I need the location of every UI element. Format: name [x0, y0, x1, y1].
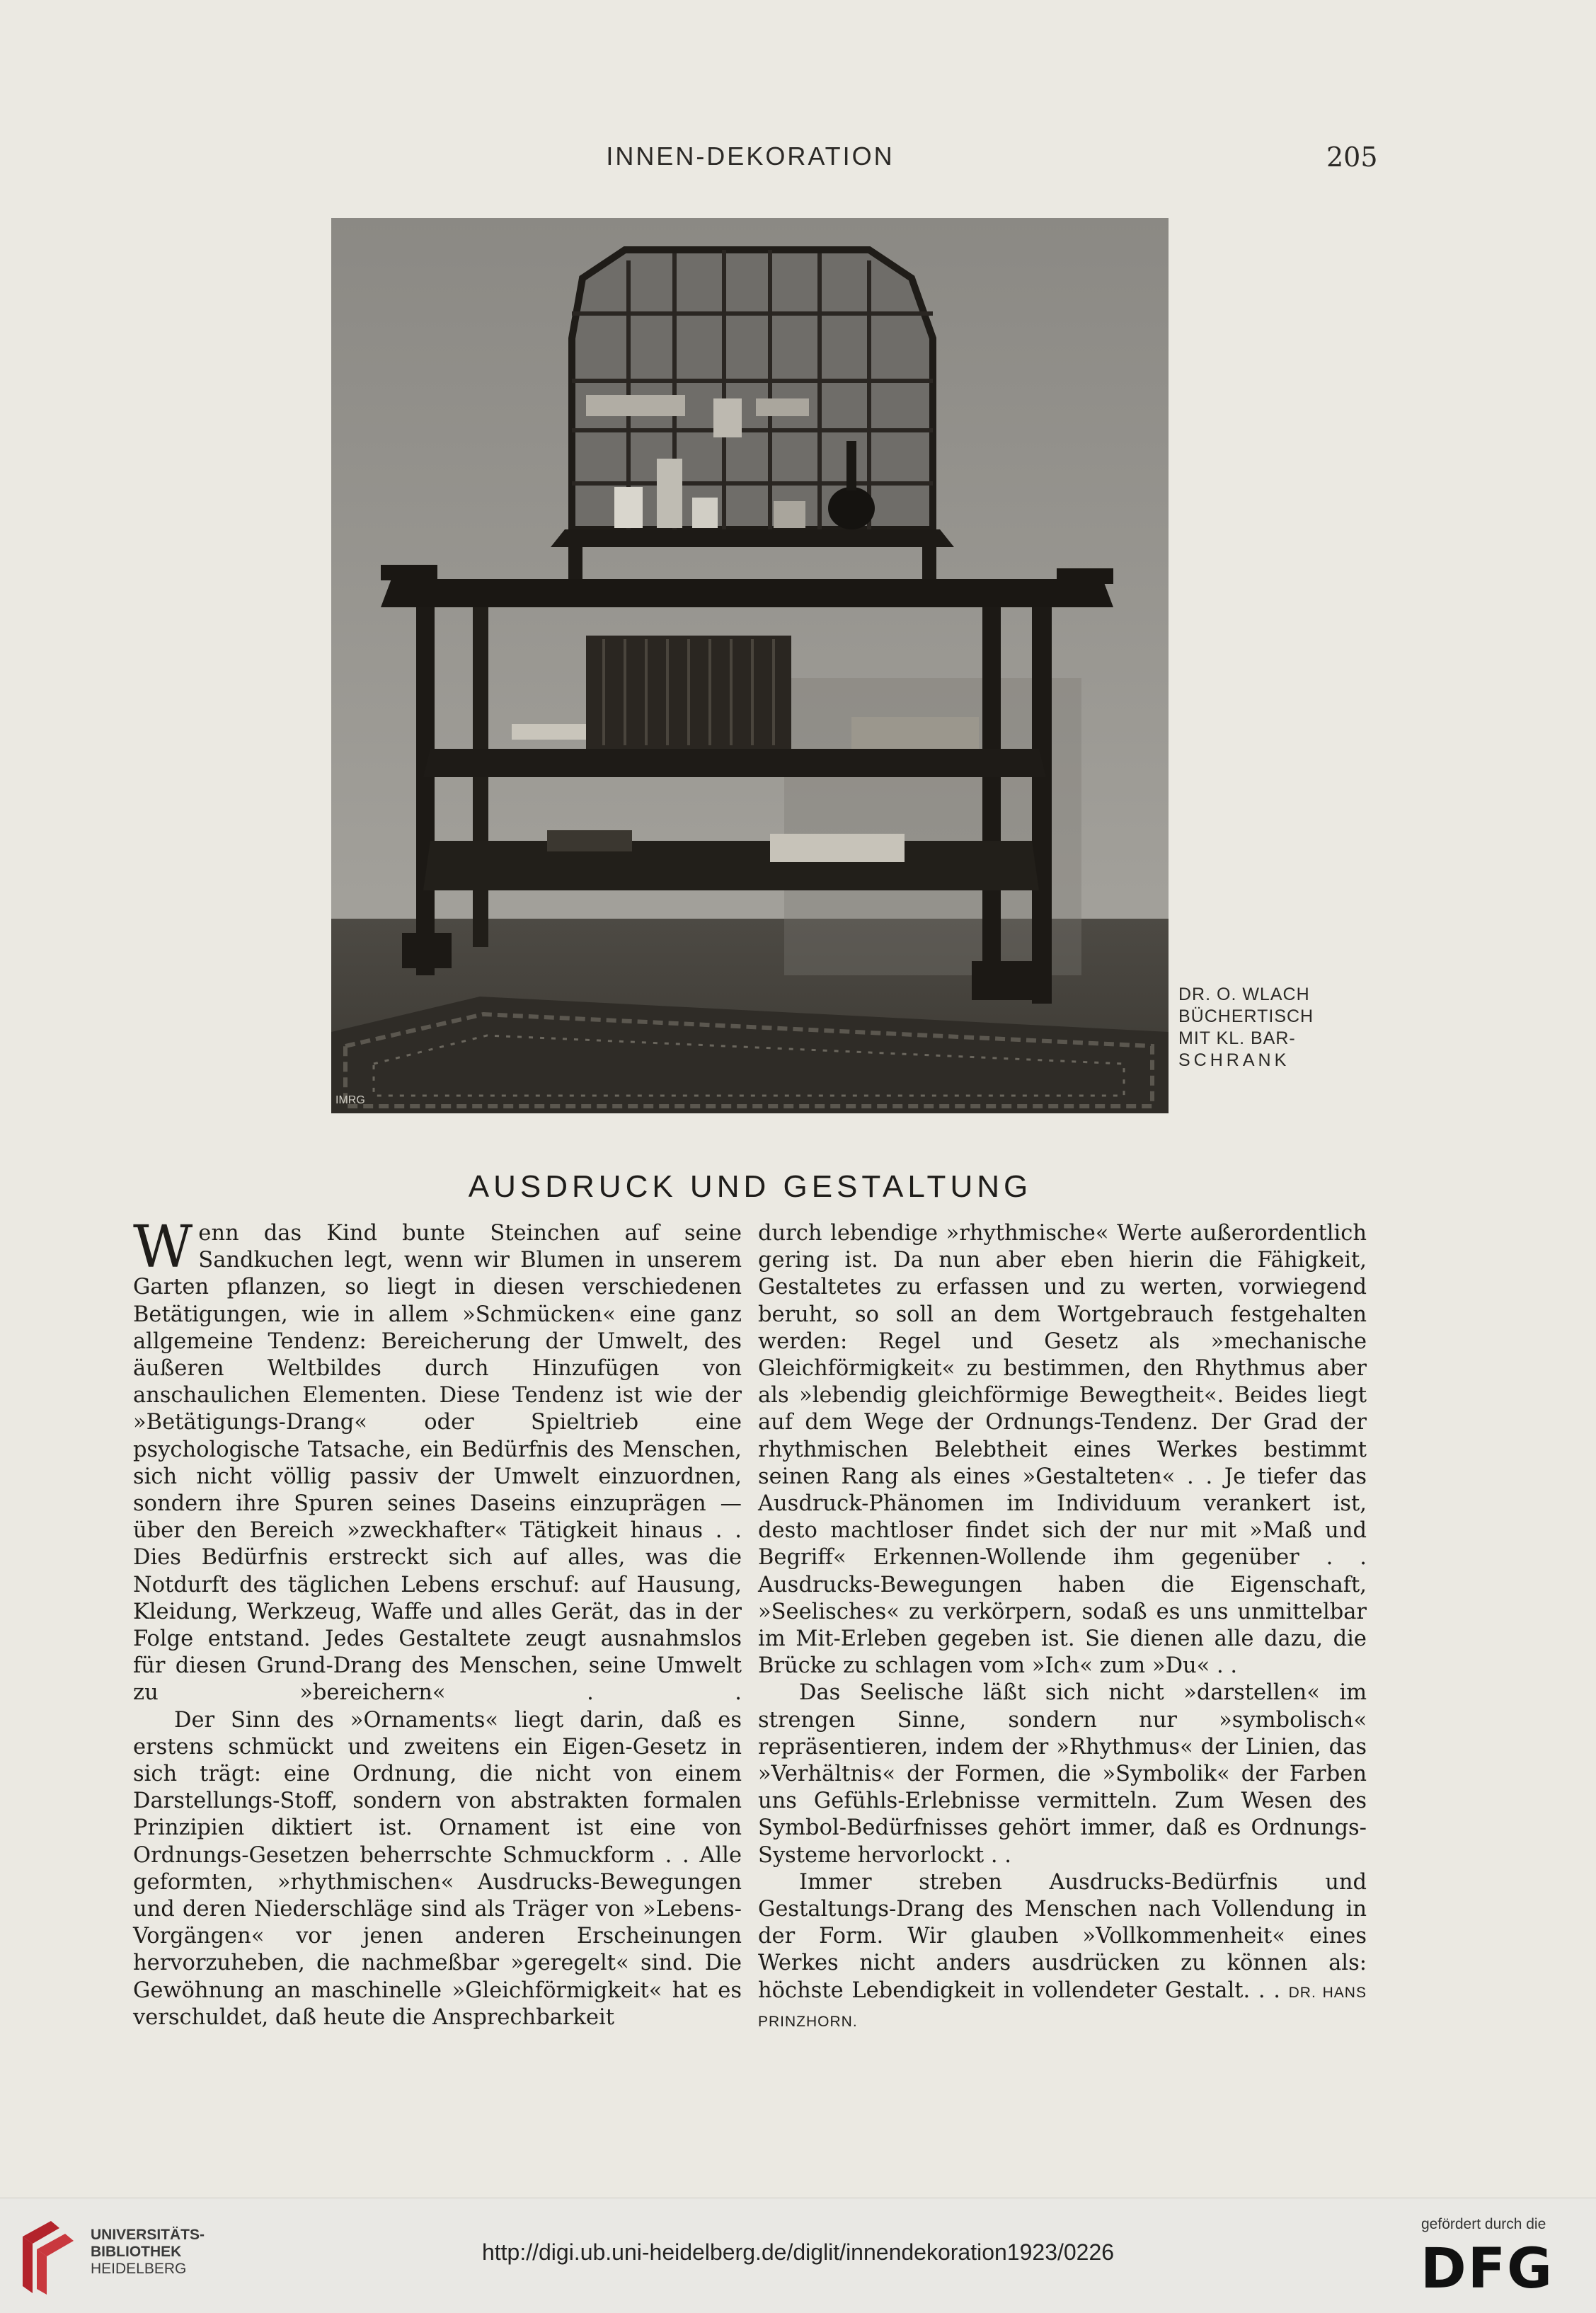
library-name-line-1: UNIVERSITÄTS- [91, 2227, 205, 2243]
caption-line-2: BÜCHERTISCH [1178, 1006, 1314, 1026]
paragraph [133, 1707, 742, 2031]
paragraph [758, 1220, 1367, 1680]
running-title: INNEN-DEKORATION [606, 142, 895, 171]
book-table-with-bar-cabinet-illustration [331, 218, 1169, 1113]
article-title: AUSDRUCK UND GESTALTUNG [468, 1169, 1033, 1204]
article-column-right [758, 1220, 1367, 2036]
photo-caption [1178, 984, 1320, 1072]
paragraph-text: Das Seelische läßt sich nicht »darstellen« im strengen Sinne, sondern nur »symbolisch« repräsentieren, indem der »Rhythmus« der Linien, das »Verhältnis« der Formen, die »Symbolik« der Farben uns Gefühls-Erlebnisse vermitteln. Zum Wesen des Symbol-Bedürfnisses gehört immer, daß es Ordnungs-Systeme hervorlockt . . [758, 1680, 1367, 1868]
caption-line-4: SCHRANK [1178, 1050, 1290, 1070]
paragraph [758, 1869, 1367, 2036]
dfg-logo: DFG [1420, 2237, 1554, 2301]
caption-line-3: MIT KL. BAR- [1178, 1028, 1296, 1048]
permalink-url[interactable]: http://digi.ub.uni-heidelberg.de/diglit/innendekoration1923/0226 [481, 2239, 1115, 2265]
paragraph-text: durch lebendige »rhythmische« Werte außerordentlich gering ist. Da nun aber eben hierin die Fähigkeit, Gestaltetes zu erfassen und zu werten, vorwiegend beruht, so soll an dem Wortgebrauch festgehalten werden: Regel und Gesetz als »mechanische Gleichförmigkeit« zu bestimmen, den Rhythmus aber als »lebendig gleichförmige Bewegtheit«. Beides liegt auf dem Wege der Ordnungs-Tendenz. Der Grad der rhythmischen Belebtheit eines Werkes bestimmt seinen Rang als eines »Gestalteten« . . Je tiefer das Ausdruck-Phänomen im Individuum verankert ist, desto machtloser findet sich der nur mit »Maß und Begriff« Erkennen-Wollende ihm gegenüber . . Ausdrucks-Bewegungen haben die Eigenschaft, »Seelisches« zu verkörpern, sodaß es uns unmittelbar im Mit-Erleben gegeben ist. Sie dienen alle dazu, die Brücke zu schlagen vom »Ich« zum »Du« . . [758, 1221, 1367, 1679]
paragraph-text: Der Sinn des »Ornaments« liegt darin, daß es erstens schmückt und zweitens ein Eigen-Gesetz in sich trägt: eine Ordnung, die nicht von einem Darstellungs-Stoff, sondern von abstrakten formalen Prinzipien diktiert ist. Ornament ist eine von Ordnungs-Gesetzen beherrschte Schmuckform . . Alle geformten, »rhythmischen« Ausdrucks-Bewegungen und deren Niederschläge sind als Träger von »Lebens-Vorgängen« vor jenen anderen Erscheinungen hervorzuheben, die nachmeßbar »geregelt« sind. Die Gewöhnung an maschinelle »Gleichförmigkeit« hat es verschuldet, daß heute die Ansprechbarkeit [133, 1707, 742, 2030]
photo-monogram: IMRG [335, 1094, 365, 1106]
paragraph [758, 1680, 1367, 1869]
article-column-left [133, 1214, 742, 2031]
running-head [0, 142, 1479, 177]
paragraph-text: enn das Kind bunte Steinchen auf seine Sandkuchen legt, wenn wir Blumen in unserem Garten pflanzen, so liegt in diesen verschiedenen Betätigungen, wie in allem »Schmücken« eine ganz allgemeine Tendenz: Bereicherung der Umwelt, des äußeren Weltbildes durch Hinzufügen von anschaulichen Elementen. Diese Tendenz ist wie der »Betätigungs-Drang« oder Spieltrieb eine psychologische Tatsache, ein Bedürfnis des Menschen, sich nicht völlig passiv der Umwelt einzuordnen, sondern ihre Spuren seines Daseins einzuprägen — über den Bereich »zweckhafter« Tätigkeit hinaus . . Dies Bedürfnis erstreckt sich auf alles, was die Notdurft des täglichen Lebens erschuf: auf Hausung, Kleidung, Werkzeug, Waffe und alles Gerät, das in der Folge entstand. Jedes Gestaltete zeugt ausnahmslos für diesen Grund-Drang des Menschen, seine Umwelt zu »bereichern« . . [133, 1221, 742, 1706]
author-signature: DR. HANS PRINZHORN. [758, 1984, 1367, 2030]
drop-cap: W [133, 1214, 193, 1281]
caption-line-1: DR. O. WLACH [1178, 985, 1310, 1004]
digitization-footer [0, 2198, 1596, 2313]
page-number: 205 [1326, 142, 1378, 173]
paragraph [133, 1214, 742, 1707]
library-name-line-2: BIBLIOTHEK [91, 2244, 182, 2260]
paragraph-text: Immer streben Ausdrucks-Bedürfnis und Gestaltungs-Drang des Menschen nach Vollendung in der Form. Wir glauben »Vollkommenheit« eines Werkes nicht anders ausdrücken zu können als: höchste Lebendigkeit in vollendeter Gestalt. . . [758, 1869, 1367, 2003]
furniture-photo [331, 218, 1169, 1113]
library-name-line-3: HEIDELBERG [91, 2261, 187, 2277]
funder-label: gefördert durch die [1421, 2216, 1546, 2232]
